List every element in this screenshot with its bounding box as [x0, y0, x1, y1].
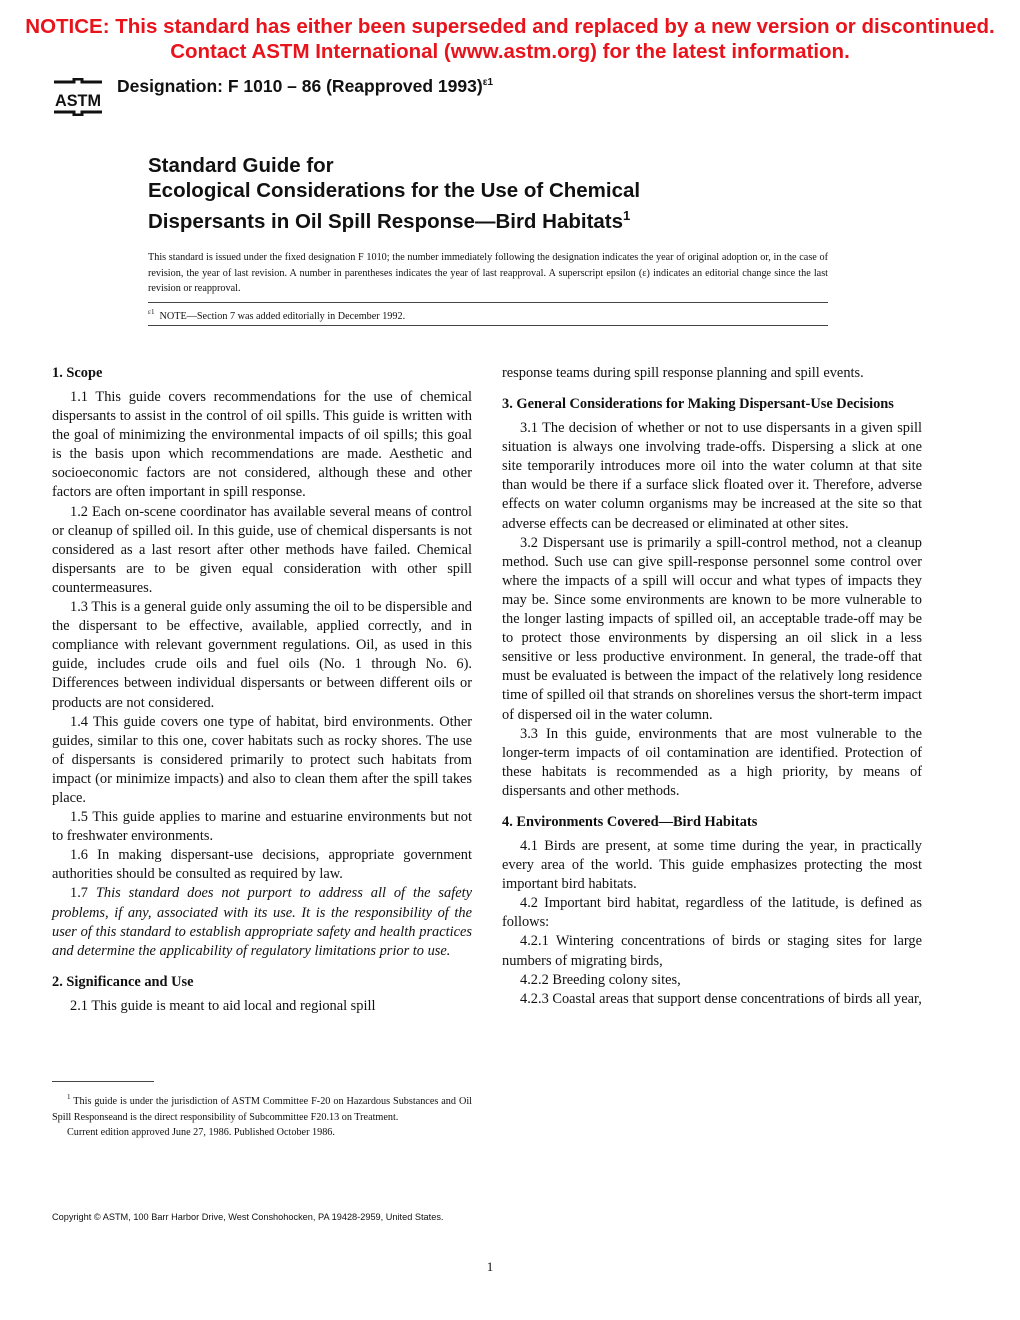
paragraph-2-1-continued: response teams during spill response planning and spill events. — [502, 365, 864, 381]
editorial-note — [148, 308, 405, 322]
section-2-heading: 2. Significance and Use — [52, 973, 194, 990]
paragraph-4-1: 4.1 Birds are present, at some time during the year, in practically every area of the world. This guide emphasizes protecting the most important bird habitats. — [502, 837, 922, 893]
astm-logo-icon — [52, 78, 104, 116]
paragraph-3-2: 3.2 Dispersant use is primarily a spill-control method, not a cleanup method. Such use can give spill-response personnel some control over where the impacts of a spill will occur and what types of impacts they may be. Since some environments are known to be more vulnerable to the longer lasting impacts of spilled oil, an acceptable trade-off may be to protect those environments by dispersing an oil slick in a less sensitive or less productive environment. In general, the trade-off that must be evaluated is between the impact of the relatively long residence time of spilled oil that strands on shorelines versus the short-term impact of dispersed oil in the water column. — [502, 534, 922, 723]
logo-text: ASTM — [55, 91, 101, 110]
title-line-2: Ecological Considerations for the Use of Chemical — [148, 179, 641, 202]
paragraph-1-1: 1.1 This guide covers recommendations for the use of chemical dispersants to assist in the control of oil spills. This guide is written with the goal of minimizing the environmental impacts of oil spills; this goal is the basis upon which recommendations are made. Aesthetic and socioeconomic factors are not considered, although these and other factors are often important in spill response. — [52, 389, 472, 501]
right-column — [502, 364, 922, 1009]
paragraph-1-6: 1.6 In making dispersant-use decisions, appropriate government authorities should be consulted as required by law. — [52, 847, 472, 883]
divider-bottom — [148, 325, 828, 326]
left-column — [52, 364, 472, 1016]
editorial-note-marker: ε1 — [148, 308, 155, 316]
paragraph-1-4: 1.4 This guide covers one type of habitat, bird environments. Other guides, similar to this one, cover habitats such as rocky shores. The use of dispersants is considered primarily to protect such habitats from impact (or minimize impacts) and also to clean them after the spill takes place. — [52, 713, 472, 806]
divider-top — [148, 302, 828, 303]
paragraph-1-2: 1.2 Each on-scene coordinator has available several means of control or cleanup of spilled oil. In this guide, use of chemical dispersants is not considered as a last resort after other methods have failed. Chemical dispersants are to be given equal consideration with other spill countermeasures. — [52, 503, 472, 596]
title-line-1: Standard Guide for — [148, 154, 334, 177]
notice-line-1: NOTICE: This standard has either been superseded and replaced by a new version or discontinued. — [25, 15, 995, 38]
document-title — [148, 153, 640, 234]
paragraph-3-3: 3.3 In this guide, environments that are most vulnerable to the longer-term impacts of oil contamination are identified. Protection of these habitats is recommended as a high priority, by means of dispersants and other methods. — [502, 725, 922, 799]
designation-text: Designation: F 1010 – 86 (Reapproved 1993) — [117, 76, 483, 96]
paragraph-4-2-3: 4.2.3 Coastal areas that support dense concentrations of birds all year, — [520, 990, 922, 1007]
designation-superscript: ε1 — [482, 77, 494, 88]
section-4-heading: 4. Environments Covered—Bird Habitats — [502, 813, 758, 830]
title-footnote-marker: 1 — [623, 208, 631, 223]
section-3-heading: 3. General Considerations for Making Dispersant-Use Decisions — [502, 396, 894, 413]
footnote-divider — [52, 1081, 154, 1082]
issued-statement: This standard is issued under the fixed designation F 1010; the number immediately following the designation indicates the year of original adoption or, in the case of revision, the year of last revision. A number in parentheses indicates the year of last reapproval. A superscript epsilon (ε) indicates an editorial change since the last revision or reapproval. — [148, 252, 828, 294]
notice-line-2: Contact ASTM International (www.astm.org) for the latest information. — [170, 40, 850, 63]
footnote-1 — [52, 1090, 472, 1125]
paragraph-4-2-1: 4.2.1 Wintering concentrations of birds or staging sites for large numbers of migrating birds, — [502, 933, 922, 969]
footnote-1-marker: 1 — [67, 1093, 71, 1101]
paragraph-1-5: 1.5 This guide applies to marine and estuarine environments but not to freshwater environments. — [52, 809, 472, 845]
designation — [117, 76, 493, 97]
title-line-3 — [148, 203, 640, 234]
paragraph-4-2-2: 4.2.2 Breeding colony sites, — [520, 971, 681, 988]
copyright-line: Copyright © ASTM, 100 Barr Harbor Drive, West Conshohocken, PA 19428-2959, United States. — [52, 1212, 444, 1222]
section-1-heading: 1. Scope — [52, 365, 103, 381]
paragraph-3-1: 3.1 The decision of whether or not to use dispersants in a given spill situation is always one involving trade-offs. Dispersing a slick at one site temporarily introduces more oil into the water column at that site than would be there if a surface slick floated over it. Therefore, adverse effects on water column organisms may be increased at the site so that adverse effects can be decreased or eliminated at other sites. — [502, 420, 922, 532]
title-line-3-text: Dispersants in Oil Spill Response—Bird Habitats — [148, 210, 624, 233]
editorial-note-text: NOTE—Section 7 was added editorially in December 1992. — [159, 311, 406, 322]
paragraph-4-2: 4.2 Important bird habitat, regardless of the latitude, is defined as follows: — [502, 895, 922, 931]
page-number: 1 — [486, 1259, 494, 1274]
paragraph-1-3: 1.3 This is a general guide only assuming the oil to be dispersible and the dispersant to be effective, available, applied correctly, and in compliance with relevant government regulations. Oil, as used in this guide, includes crude oils and fuel oils (No. 1 through No. 6). Differences between individual dispersants or between different oils or products are not considered. — [52, 599, 472, 711]
paragraph-1-7-text: This standard does not purport to address all of the safety problems, if any, associated with its use. It is the responsibility of the user of this standard to establish appropriate safety and health practices and determine the applicability of regulatory limitations prior to use. — [52, 885, 472, 959]
footnote-edition: Current edition approved June 27, 1986. Published October 1986. — [67, 1127, 335, 1139]
paragraph-1-7-number: 1.7 — [70, 885, 88, 902]
paragraph-2-1: 2.1 This guide is meant to aid local and regional spill — [70, 997, 376, 1014]
notice-banner — [0, 14, 1020, 64]
footnotes — [52, 1090, 472, 1141]
footnote-1-text: This guide is under the jurisdiction of ASTM Committee F-20 on Hazardous Substances and Oil Spill Responseand is the direct responsibility of Subcommittee F20.13 on Treatment. — [52, 1096, 472, 1123]
paragraph-1-7 — [52, 884, 472, 960]
